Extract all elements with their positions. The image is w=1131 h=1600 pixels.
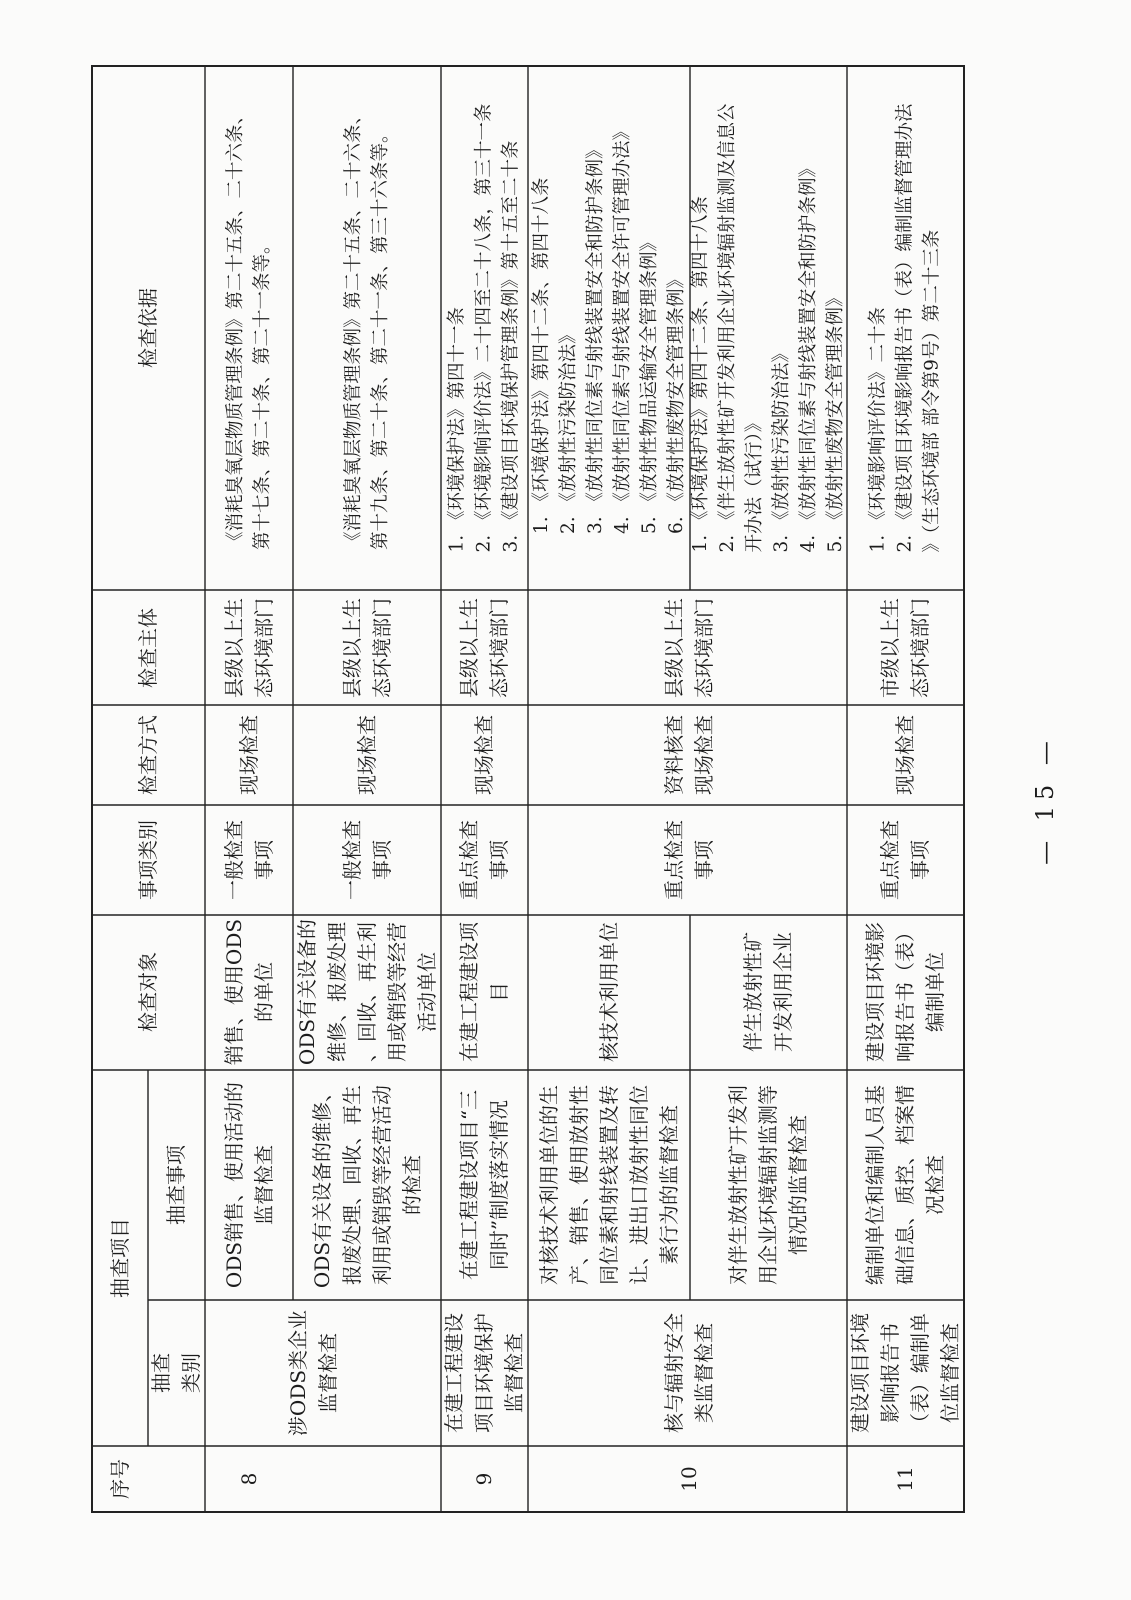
sub-item-line: 的检查: [400, 1155, 424, 1216]
sub-type-line: 重点检查: [457, 820, 481, 900]
row-category: [659, 1313, 719, 1433]
row-category-line: 监督检查: [502, 1333, 526, 1413]
sub-subject-line: 县级以上生: [340, 598, 364, 698]
row-seq-line: 11: [893, 1466, 917, 1492]
sub-type-line: 一般检查: [340, 820, 364, 900]
sub-subject-line: 市级以上生: [878, 598, 902, 698]
sub-item: [219, 1082, 279, 1288]
sub-type-line: 一般检查: [222, 820, 246, 900]
sub-basis-line: 《消耗臭氧层物质管理条例》第二十五条、二十六条、: [343, 105, 364, 551]
sub-method-line: 现场检查: [355, 715, 379, 795]
header-basis: 检查依据: [136, 288, 160, 368]
sub-type-line: 事项: [252, 840, 276, 880]
sub-type-line: 重点检查: [878, 820, 902, 900]
sub-method: [469, 715, 499, 795]
sub-target-line: 响报告书（表）: [893, 922, 917, 1062]
sub-basis-line: 2. 《伴生放射性矿开发利用企业环境辐射监测及信息公: [717, 103, 738, 553]
sub-item-line: 同位素和射线装置及转: [597, 1085, 621, 1285]
sub-method-line: 现场检查: [472, 715, 496, 795]
row-category: [845, 1313, 965, 1433]
sub-target-line: 在建工程建设项: [457, 922, 481, 1062]
sub-type: [219, 820, 279, 900]
row-seq-line: 8: [237, 1472, 261, 1486]
sub-item-line: 况检查: [923, 1155, 947, 1215]
sub-target-line: 编制单位: [923, 952, 947, 1032]
sub-basis-line: 1. 《环境保护法》第四十一条: [446, 306, 468, 553]
sub-subject: [875, 598, 935, 698]
sub-basis-line: 1. 《环境保护法》第四十二条、第四十八条: [690, 195, 711, 553]
row-seq: [469, 1473, 499, 1486]
page-number-text: — 15 —: [1031, 735, 1059, 865]
row-subject: [659, 598, 719, 698]
row-subject-line: 县级以上生: [661, 598, 686, 698]
sub-target-line: ODS有关设备的: [295, 918, 319, 1066]
row-seq: [234, 1473, 264, 1486]
header-category-line1: 抽查: [149, 1353, 173, 1393]
row-seq: [674, 1466, 704, 1491]
sub-subject: [337, 598, 397, 698]
sub-item-line: 对伴生放射性矿开发利: [726, 1085, 750, 1285]
sub-target: [594, 922, 624, 1062]
sub-method-line: 现场检查: [237, 715, 261, 795]
header-category-line2: 类别: [179, 1353, 203, 1393]
sub-basis-line: 4. 《放射性同位素与射线装置安全许可管理办法》: [612, 121, 633, 535]
sub-subject-line: 态环境部门: [252, 598, 276, 698]
sub-method: [890, 715, 920, 795]
sub-item-line: 产、销售、使用放射性: [567, 1085, 591, 1285]
sub-basis-line: 第十九条、第二十条、第二十一条、第三十六条等。: [370, 124, 391, 551]
sub-item-line: 在建工程建设项目“三: [457, 1089, 481, 1281]
sub-basis-line: 第十七条、第二十条、第二十一条等。: [252, 235, 273, 551]
row-seq: [890, 1466, 920, 1491]
sub-target-line: 伴生放射性矿: [741, 932, 765, 1052]
sub-target-line: 建设项目环境影: [863, 922, 887, 1062]
sub-basis-line: 4. 《放射性同位素与射线装置安全和防护条例》: [798, 158, 819, 553]
row-type-line: 重点检查: [661, 820, 686, 900]
sub-item-line: 让、进出口放射性同位: [627, 1085, 651, 1285]
row-method-line: 现场检查: [691, 715, 716, 795]
row-category-line: 监督检查: [316, 1333, 340, 1414]
sub-target-line: 维修、报废处理: [325, 922, 349, 1063]
sub-type-line: 事项: [487, 840, 511, 880]
header-type: 事项类别: [136, 820, 160, 900]
sub-basis-line: 2. 《放射性污染防治法》: [558, 325, 579, 535]
sub-basis: [528, 122, 690, 534]
sub-item-line: 利用或销毁等经营活动: [370, 1085, 394, 1286]
sub-target-line: 销售、使用ODS: [222, 918, 246, 1066]
sub-item-line: 素行为的监督检查: [657, 1105, 681, 1265]
sub-basis: [444, 103, 525, 552]
row-category: [439, 1313, 529, 1433]
row-category-line: 核与辐射安全: [661, 1313, 686, 1433]
sub-basis: [865, 103, 946, 552]
row-type: [659, 820, 719, 900]
sub-basis-line: 3. 《放射性同位素与射线装置安全和防护条例》: [585, 140, 606, 535]
sub-basis-line: 3. 《放射性污染防治法》: [771, 343, 792, 553]
sub-item: [860, 1085, 950, 1285]
row-subject-line: 态环境部门: [691, 598, 716, 698]
sub-target: [292, 919, 442, 1065]
sub-item-line: 情况的监督检查: [786, 1115, 810, 1255]
sub-type: [337, 820, 397, 900]
row-category-line: 项目环境保护: [472, 1313, 496, 1433]
sub-target-line: 的单位: [252, 962, 276, 1023]
sub-target-line: 活动单位: [415, 952, 439, 1033]
sub-method: [234, 715, 264, 795]
sub-basis-line: 》（生态环境部 部令第9号）第二十三条: [921, 229, 943, 553]
sub-item: [454, 1090, 514, 1280]
row-method-line: 资料核查: [661, 715, 686, 795]
sub-target-line: 开发利用企业: [771, 932, 795, 1052]
sub-item-line: 监督检查: [252, 1145, 276, 1226]
sub-item-line: ODS销售、使用活动的: [222, 1081, 246, 1289]
sub-subject-line: 态环境部门: [487, 598, 511, 698]
sub-subject-line: 县级以上生: [457, 598, 481, 698]
row-category: [283, 1310, 343, 1436]
sub-basis-line: 5. 《放射性物品运输安全管理条例》: [639, 232, 660, 535]
sub-basis-line: 2. 《建设项目环境影响报告书（表）编制监督管理办法: [894, 103, 916, 553]
sub-item-line: 同时”制度落实情况: [487, 1099, 511, 1271]
row-type-line: 事项: [691, 840, 716, 880]
row-seq-line: 9: [472, 1472, 496, 1486]
sub-subject-line: 态环境部门: [370, 598, 394, 698]
sub-target: [219, 919, 279, 1065]
sub-target-line: 、回收、再生利: [355, 922, 379, 1063]
sub-item-line: ODS有关设备的维修、: [310, 1081, 334, 1289]
row-category-line: 类监督检查: [691, 1323, 716, 1423]
row-category-line: （表）编制单: [908, 1313, 932, 1433]
header-category: [146, 1353, 206, 1393]
sub-item-line: 报废处理、回收、再生: [340, 1085, 364, 1286]
sub-subject: [454, 598, 514, 698]
sub-basis: [687, 103, 849, 552]
header-subject: 检查主体: [136, 608, 160, 688]
sub-basis-line: 《消耗臭氧层物质管理条例》第二十五条、二十六条、: [225, 105, 246, 551]
sub-subject-line: 县级以上生: [222, 598, 246, 698]
sub-item-line: 础信息、质控、档案情: [893, 1085, 917, 1285]
sub-item-line: 用企业环境辐射监测等: [756, 1085, 780, 1285]
sub-target-line: 目: [487, 982, 511, 1002]
row-category-line: 位监督检查: [938, 1323, 962, 1423]
sub-target-line: 核技术利用单位: [597, 922, 621, 1062]
header-project-group: 抽查项目: [108, 1218, 132, 1298]
sub-target: [860, 922, 950, 1062]
header-seq: 序号: [108, 1459, 132, 1499]
sub-type-line: 事项: [370, 840, 394, 880]
row-method: [659, 715, 719, 795]
sub-item: [723, 1085, 813, 1285]
sub-basis-line: 1. 《环境保护法》第四十二条、第四十八条: [531, 177, 552, 535]
row-category-line: 在建工程建设: [442, 1313, 466, 1433]
sub-basis-line: 5. 《放射性废物安全管理条例》: [825, 288, 846, 553]
sub-type: [875, 820, 935, 900]
header-item: 抽查事项: [164, 1145, 188, 1225]
sub-basis-line: 6. 《放射性废物安全管理条例》: [666, 269, 687, 535]
sub-basis: [340, 106, 394, 550]
row-category-line: 影响报告书: [878, 1323, 902, 1423]
row-seq-line: 10: [676, 1466, 701, 1492]
sub-item: [534, 1085, 684, 1285]
sub-item-line: 对核技术利用单位的生: [537, 1085, 561, 1285]
sub-basis-line: 1. 《环境影响评价法》二十条: [867, 306, 889, 553]
sub-target-line: 用或销毁等经营: [385, 922, 409, 1063]
sub-type: [454, 820, 514, 900]
header-method: 检查方式: [136, 715, 160, 795]
row-category-line: 涉ODS类企业: [286, 1309, 310, 1437]
sub-type-line: 事项: [908, 840, 932, 880]
row-category-line: 建设项目环境: [848, 1313, 872, 1433]
sub-method-line: 现场检查: [893, 715, 917, 795]
sub-basis-line: 3. 《建设项目环境保护管理条例》第十五至二十条: [500, 140, 522, 553]
sub-basis: [222, 106, 276, 550]
sub-item-line: 编制单位和编制人员基: [863, 1085, 887, 1285]
sub-item: [307, 1082, 427, 1288]
header-target: 检查对象: [136, 952, 160, 1032]
sub-basis-line: 2. 《环境影响评价法》二十四至二十八条，第三十一条: [473, 103, 495, 553]
sub-subject-line: 态环境部门: [908, 598, 932, 698]
sub-target: [454, 922, 514, 1062]
sub-method: [352, 715, 382, 795]
sub-basis-line: 开办法（试行）》: [744, 413, 765, 553]
sub-target: [738, 932, 798, 1052]
sub-subject: [219, 598, 279, 698]
